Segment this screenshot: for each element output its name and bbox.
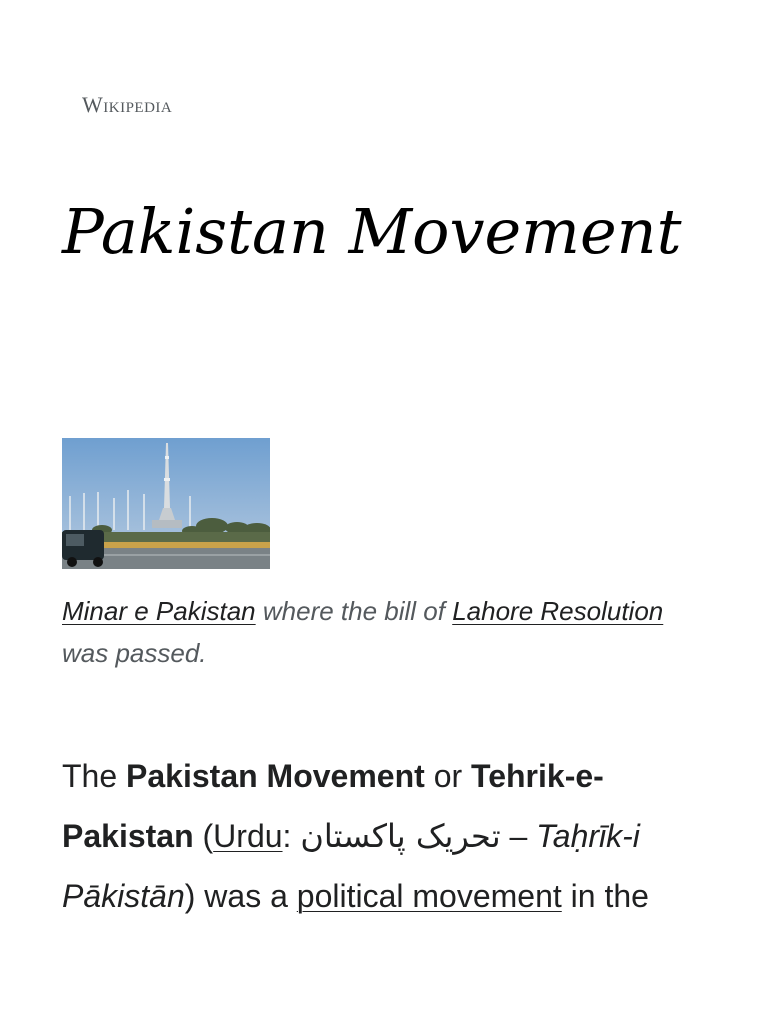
lead-text: or [424,758,472,794]
image-caption [62,590,712,674]
caption-text-end: was passed. [62,638,207,668]
wikipedia-wordmark[interactable]: Wikipedia [82,92,173,117]
lead-paragraph [62,746,712,926]
lead-text: ) was a [184,878,297,914]
caption-text: where the bill of [255,596,453,626]
page-title: Pakistan Movement [62,195,682,268]
political-movement-link[interactable]: political movement [296,878,562,914]
lead-text: : [282,818,301,854]
lead-text: The [62,758,127,794]
bold-term-pakistan-movement: Pakistan Movement [126,758,425,794]
minar-e-pakistan-link[interactable]: Minar e Pakistan [62,596,256,626]
urdu-link[interactable]: Urdu [213,818,283,854]
minar-e-pakistan-photo [62,438,270,569]
article-image[interactable] [62,438,270,569]
lead-text: in the [561,878,649,914]
urdu-script-text: تحریک پاکستان [300,817,501,855]
lead-text: ( [193,818,214,854]
lahore-resolution-link[interactable]: Lahore Resolution [452,596,664,626]
transliteration-text: Taḥrīk-i Pākistān [62,818,640,914]
lead-text: – [500,818,537,854]
bold-term-tehrik-e-pakistan: Tehrik-e-Pakistan [62,758,604,854]
